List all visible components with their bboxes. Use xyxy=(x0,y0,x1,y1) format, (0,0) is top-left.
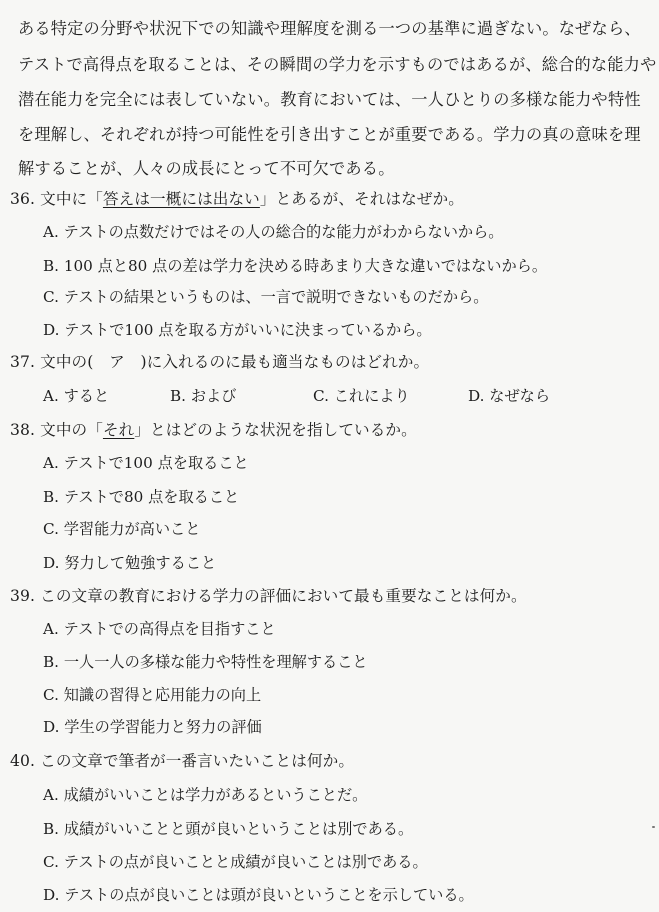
passage-line: 解することが、人々の成長にとって不可欠である。 xyxy=(18,159,395,178)
question-39-option-b[interactable]: B. 一人一人の多様な能力や特性を理解すること xyxy=(43,653,368,671)
question-39-option-d[interactable]: D. 学生の学習能力と努力の評価 xyxy=(43,718,262,736)
question-37-option-d[interactable]: D. なぜなら xyxy=(468,387,551,405)
passage-line: を理解し、それぞれが持つ可能性を引き出すことが重要である。学力の真の意味を理 xyxy=(18,125,641,144)
question-36-option-d[interactable]: D. テストで100 点を取る方がいいに決まっているから。 xyxy=(43,321,432,339)
question-36-option-a[interactable]: A. テストの点数だけではその人の総合的な能力がわからないから。 xyxy=(43,223,504,241)
question-38-option-c[interactable]: C. 学習能力が高いこと xyxy=(43,520,201,538)
question-39-option-a[interactable]: A. テストでの高得点を目指すこと xyxy=(43,620,276,638)
question-40-text: 40. この文章で筆者が一番言いたいことは何か。 xyxy=(10,752,355,770)
question-40-option-a[interactable]: A. 成績がいいことは学力があるということだ。 xyxy=(43,786,368,804)
question-37-option-b[interactable]: B. および xyxy=(170,387,237,405)
passage-line: テストで高得点を取ることは、その瞬間の学力を示すものではあるが、総合的な能力や xyxy=(18,55,657,74)
question-39-option-c[interactable]: C. 知識の習得と応用能力の向上 xyxy=(43,686,262,704)
question-suffix: 」とはどのような状況を指しているか。 xyxy=(134,421,417,439)
question-36-text xyxy=(10,188,464,210)
question-40-option-d[interactable]: D. テストの点が良いことは頭が良いということを示している。 xyxy=(43,886,474,904)
question-38-option-a[interactable]: A. テストで100 点を取ること xyxy=(43,454,249,472)
question-39-text: 39. この文章の教育における学力の評価において最も重要なことは何か。 xyxy=(10,587,527,605)
passage-line: 潜在能力を完全には表していない。教育においては、一人ひとりの多様な能力や特性 xyxy=(18,90,641,109)
question-prefix: 36. 文中に「 xyxy=(10,190,103,208)
question-suffix: 」とあるが、それはなぜか。 xyxy=(259,190,464,208)
question-36-option-c[interactable]: C. テストの結果というものは、一言で説明できないものだから。 xyxy=(43,288,489,306)
question-36-option-b[interactable]: B. 100 点と80 点の差は学力を決める時あまり大きな違いではないから。 xyxy=(43,257,548,275)
question-38-option-d[interactable]: D. 努力して勉強すること xyxy=(43,554,217,572)
passage-line: ある特定の分野や状況下での知識や理解度を測る一つの基準に過ぎない。なぜなら、 xyxy=(18,19,641,38)
question-37-option-c[interactable]: C. これにより xyxy=(313,387,410,405)
question-40-option-c[interactable]: C. テストの点が良いことと成績が良いことは別である。 xyxy=(43,853,428,871)
question-37-text: 37. 文中の( ア )に入れるのに最も適当なものはどれか。 xyxy=(10,353,430,371)
underlined-quote: それ xyxy=(102,421,135,439)
question-38-option-b[interactable]: B. テストで80 点を取ること xyxy=(43,488,240,506)
underlined-quote: 答えは一概には出ない xyxy=(102,190,260,208)
question-prefix: 38. 文中の「 xyxy=(10,421,103,439)
question-37-option-a[interactable]: A. すると xyxy=(43,387,110,405)
question-40-option-b[interactable]: B. 成績がいいことと頭が良いということは別である。 xyxy=(43,820,414,838)
question-38-text xyxy=(10,419,417,441)
scan-speck xyxy=(652,826,655,828)
